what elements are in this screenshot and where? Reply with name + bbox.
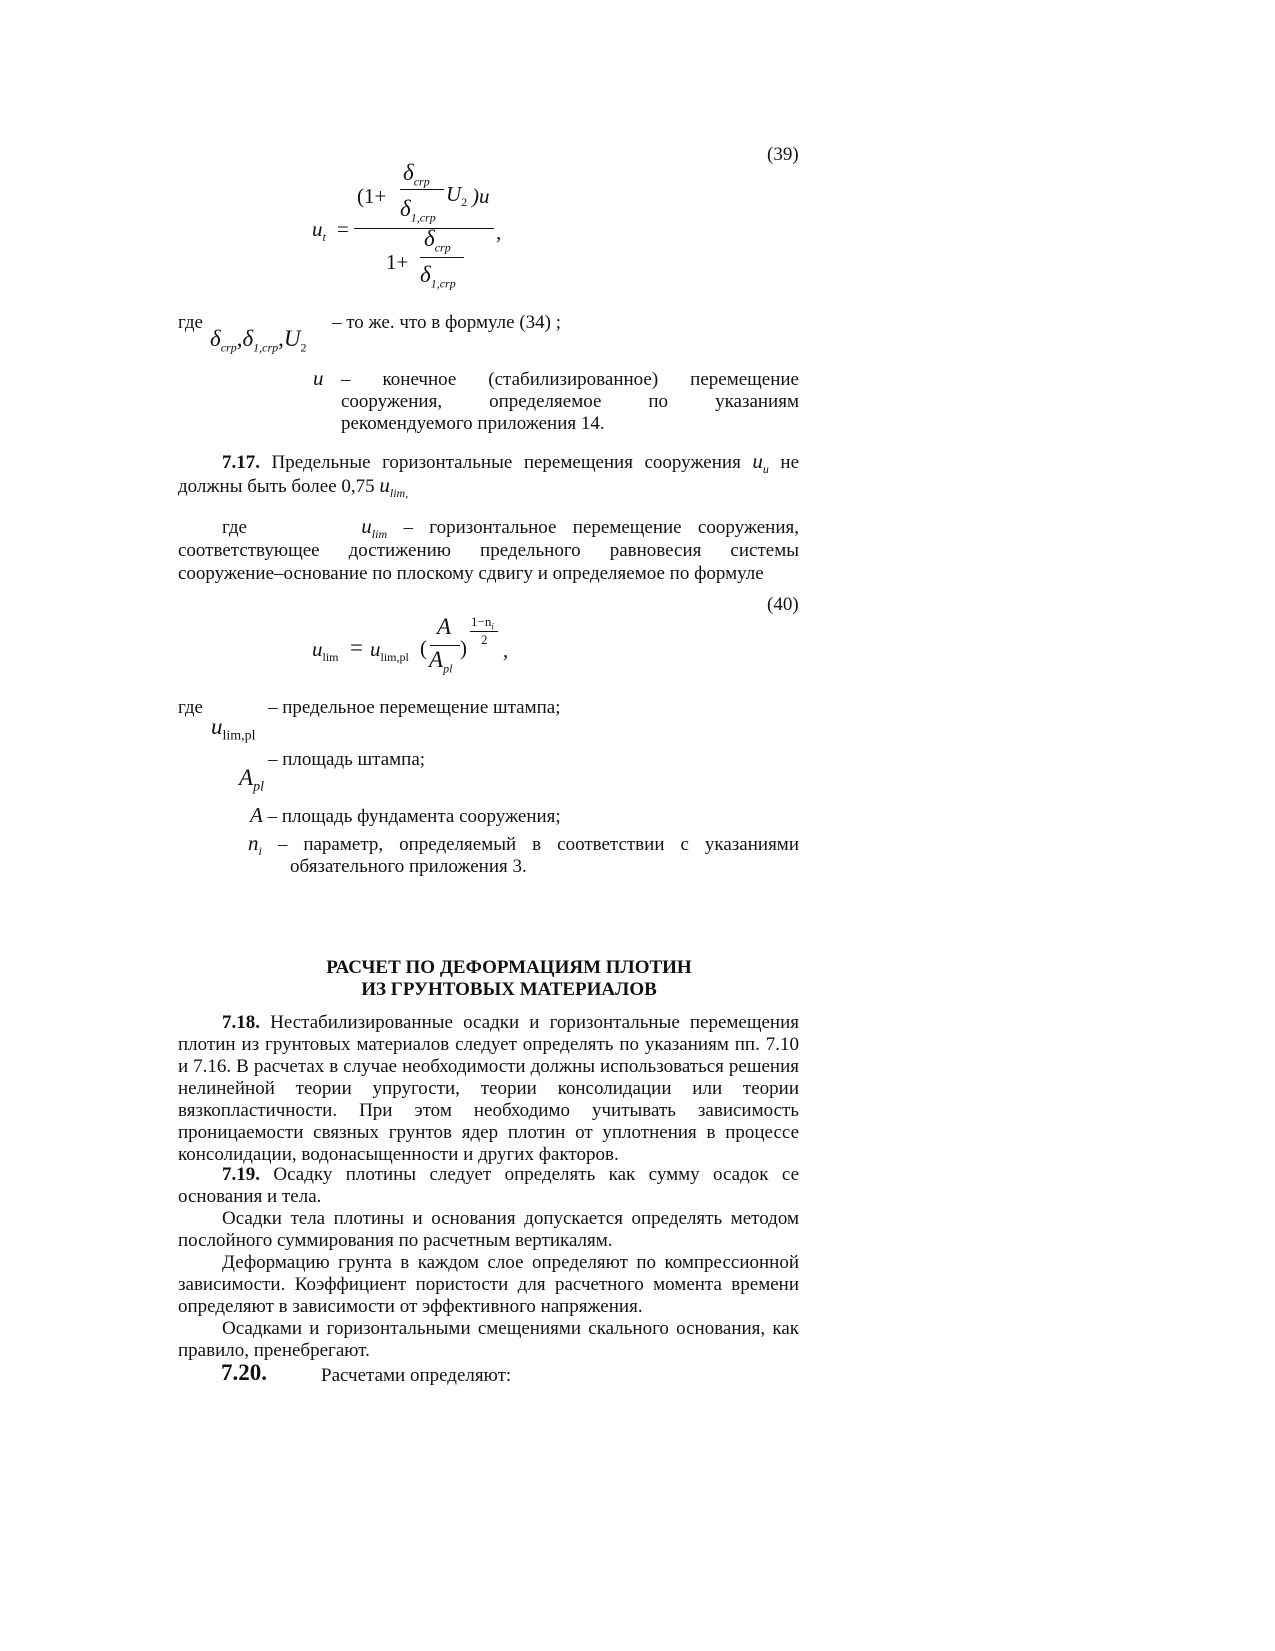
paragraph-7-19-b: Осадки тела плотины и основания допускается определять методом послойного суммирования по расчетным вертикалям. <box>178 1208 799 1251</box>
where39-u-symbol: u <box>313 366 324 390</box>
paragraph-7-19-d: Осадками и горизонтальными смещениями скального основания, как правило, пренебрегают. <box>178 1318 799 1361</box>
formula-39-den-one-plus: 1+ <box>386 250 409 274</box>
formula-39 <box>310 160 510 295</box>
paragraph-7-17 <box>178 449 799 501</box>
paragraph-7-20-text: Расчетами определяют: <box>321 1365 512 1386</box>
formula-40-open: ( <box>420 636 427 660</box>
section-title <box>178 957 840 1001</box>
formula-40-exp-bot: 2 <box>481 632 488 647</box>
formula-40-frac-bot: $A_{pl}$ <box>429 647 453 676</box>
formula-39-num-open: (1+ <box>357 184 387 208</box>
paragraph-7-17-text2: не должны быть более 0,75 <box>178 452 799 497</box>
where39-symbols: $\delta_{crp},\delta_{1,crp},U_2$ <box>210 326 307 355</box>
formula-39-num-U: $U_2$ <box>446 182 468 210</box>
formula-40-number: (40) <box>767 594 799 615</box>
where39-u-def-line1: – конечное (стабилизированное) перемещение <box>341 369 799 390</box>
where40-line3 <box>250 804 561 828</box>
where-label-39: где <box>178 312 203 333</box>
where40-sym3: A <box>250 803 263 827</box>
section-title-line1: РАСЧЕТ ПО ДЕФОРМАЦИЯМ ПЛОТИН <box>326 957 692 978</box>
paragraph-7-17-where <box>178 515 799 585</box>
paragraph-7-18-number: 7.18. <box>222 1012 260 1033</box>
formula-39-num-close: )u <box>472 184 490 208</box>
formula-40 <box>310 610 530 685</box>
where40-def3: – площадь фундамента сооружения; <box>262 806 561 827</box>
where40-sym2: $A_{pl}$ <box>239 765 264 795</box>
where39-u-def-line2: сооружения, определяемое по указаниям <box>341 391 799 412</box>
formula-39-den-frac-top: $\delta_{crp}$ <box>424 226 451 255</box>
section-title-line2: ИЗ ГРУНТОВЫХ МАТЕРИАЛОВ <box>361 979 657 1000</box>
paragraph-7-17-var2: $u_{lim,}$ <box>379 473 409 501</box>
formula-39-num-frac-top: $\delta_{crp}$ <box>403 160 430 189</box>
paragraph-7-17-where-var: $u_{lim}$ <box>361 514 388 542</box>
formula-40-equals: = <box>350 635 363 660</box>
where40-def1: – предельное перемещение штампа; <box>268 697 561 718</box>
where40-line4 <box>248 831 799 859</box>
where40-sym1: $u_{lim,pl}$ <box>211 714 256 744</box>
formula-39-comma: , <box>496 220 502 244</box>
where40-sym4: $n_i$ <box>248 831 262 859</box>
paragraph-7-17-var1: $u_u$ <box>752 449 769 477</box>
paragraph-7-17-where-text: – горизонтальное перемещение сооружения, соответствующее достижению предельного равновесия системы сооружение–основание по плоскому сдвигу и определяемое по формуле <box>178 517 800 584</box>
paragraph-7-20-number: 7.20. <box>221 1360 267 1385</box>
paragraph-7-19 <box>178 1164 799 1208</box>
paragraph-7-19-c: Деформацию грунта в каждом слое определяют по компрессионной зависимости. Коэффициент пористости для расчетного момента времени определяют в зависимости от эффективного напряжения. <box>178 1252 799 1317</box>
paragraph-7-18-text: Нестабилизированные осадки и горизонтальные перемещения плотин из грунтовых материалов следует определять по указаниям пп. 7.10 и 7.16. В расчетах в случае необходимости должны использоваться решения нелинейной теории упругости, теории консолидации или теории вязкопластичности. При этом необходимо учитывать зависимость проницаемости связных грунтов ядер плотин от уплотнения в процессе консолидации, водонасыщенности и других факторов. <box>178 1012 799 1165</box>
where40-def2: – площадь штампа; <box>268 749 426 770</box>
formula-40-close: ) <box>460 636 467 660</box>
formula-39-equals: = <box>337 217 349 241</box>
where39-symbols-def: – то же. что в формуле (34) ; <box>332 312 562 333</box>
paragraph-7-19-text: Осадку плотины следует определять как сумму осадок се основания и тела. <box>178 1164 799 1207</box>
where40-def4-line1: – параметр, определяемый в соответствии с указаниями <box>261 834 799 855</box>
formula-40-lhs: $u_{lim}$ <box>312 637 339 665</box>
paragraph-7-19-number: 7.19. <box>222 1164 260 1185</box>
formula-39-den-frac-bot: $\delta_{1,crp}$ <box>420 262 456 291</box>
paragraph-7-17-text1: Предельные горизонтальные перемещения сооружения <box>260 452 753 473</box>
paragraph-7-17-number: 7.17. <box>222 452 260 473</box>
formula-40-comma: , <box>503 638 509 662</box>
formula-39-num-frac-bot: $\delta_{1,crp}$ <box>400 196 436 225</box>
formula-39-number: (39) <box>767 144 799 165</box>
formula-40-rhs: $u_{lim,pl}$ <box>370 637 409 665</box>
paragraph-7-17-where-label: где <box>222 517 247 538</box>
formula-40-frac-top: A <box>437 614 452 639</box>
formula-39-lhs: $u_t$ <box>312 217 326 245</box>
where40-def4-line2: обязательного приложения 3. <box>290 856 527 877</box>
where39-u-def-line3: рекомендуемого приложения 14. <box>341 413 605 434</box>
paragraph-7-18 <box>178 1012 799 1166</box>
where-label-40: где <box>178 697 203 718</box>
formula-40-exp-top: $1-n_i$ <box>471 614 494 632</box>
